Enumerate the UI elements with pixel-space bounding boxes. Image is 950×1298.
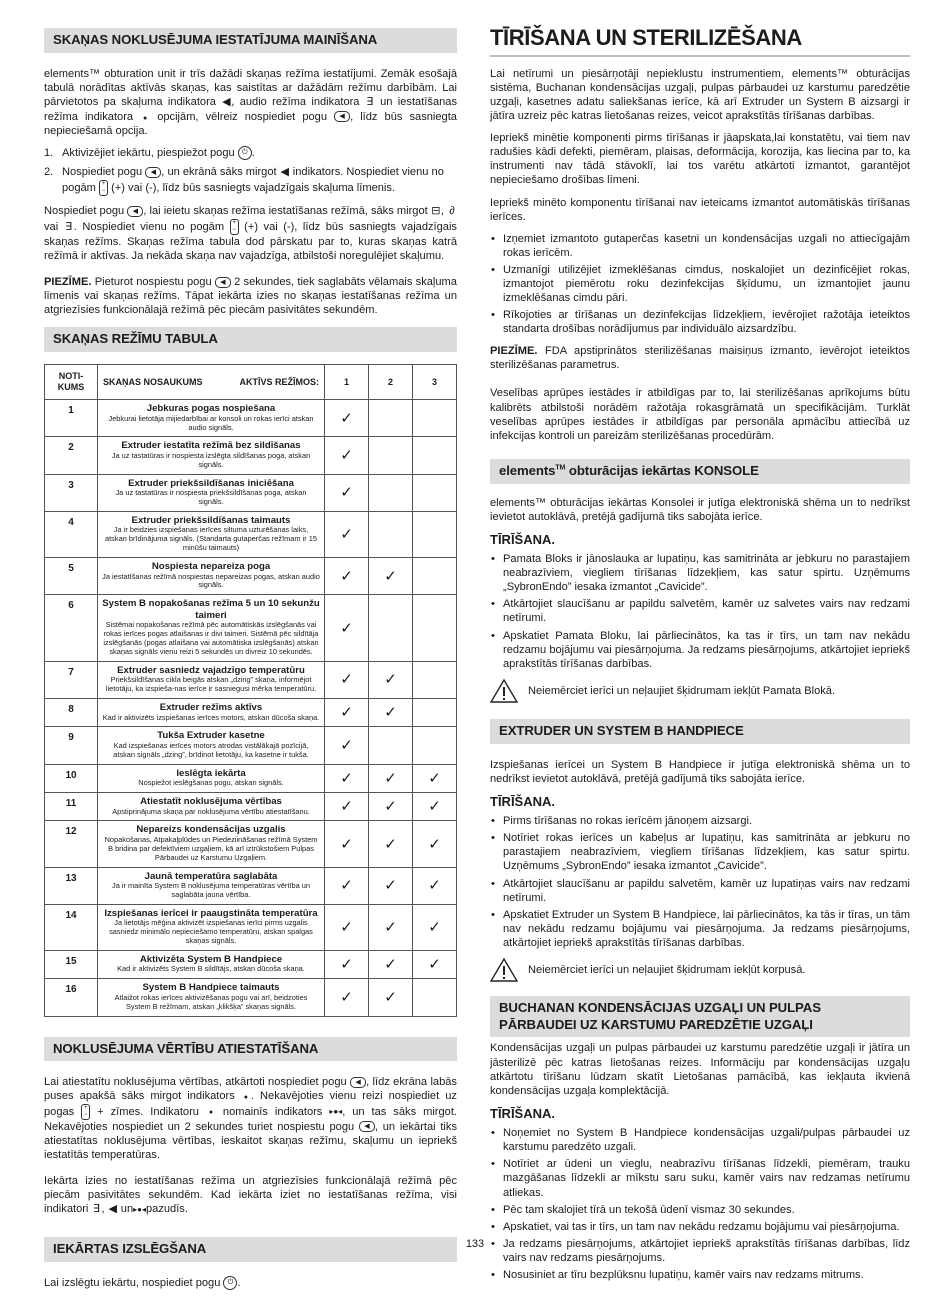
arrows-indicator-icon: ▸●◂ (329, 1107, 343, 1117)
section-title-reset: NOKLUSĒJUMA VĒRTĪBU ATIESTATĪŠANA (44, 1037, 457, 1062)
mode-1-cell (325, 661, 369, 698)
audio-mode-icon: ∃ (366, 95, 374, 108)
row-description (98, 558, 325, 595)
warning-text: Neiemērciet ierīci un neļaujiet šķidrumam iekļūt Pamata Blokā. (528, 684, 836, 697)
row-sound-name: Extruder priekšsildīšanas iniciēšana (128, 477, 294, 489)
text: nomainīs indikators (222, 1105, 323, 1118)
text: opcijām, vēlreiz nospiediet pogu (157, 110, 328, 123)
check-icon: ✓ (340, 671, 353, 689)
mode-3-cell (413, 558, 457, 595)
text: , (101, 1202, 105, 1215)
row-sound-desc: Jebkurai lietotāja mijiedarbībai ar konsoli un rokas ierīci atskan audio signāls. (108, 413, 314, 432)
row-number: 9 (45, 727, 98, 764)
text: Lai izslēgtu iekārtu, nospiediet pogu (44, 1276, 221, 1289)
row-number: 14 (45, 904, 98, 950)
list-item: • Notīriet ar ūdeni un vieglu, neabrazīvu tīrīšanas līdzekli, piemēram, trauku mazgāšanas līdzekli ar mīkstu saru suku, kamēr vairs nav redzamas netīrumu atliekas. (490, 1157, 910, 1199)
row-sound-name: Extruder iestatīta režīmā bez sildīšanas (121, 440, 301, 452)
row-sound-desc: Nopakošanas, Atpakaļplūdes un Piedeziināšanas režīmā System B bridina par defektīviem uzgaļiem, kā arī iztrūkstošiem Pulpas Pārbaudei uz Karstumu Uzgaļiem. (104, 834, 318, 862)
check-icon: ✓ (428, 956, 441, 974)
list-item: • Apskatiet Pamata Bloku, lai pārliecinātos, ka tas ir tīrs, un tam nav nekādu redzamu bojājumu vai piesārņojuma. Ja redzams piesārņojums, atkārtojiet iepriekš aprakstītās tīrīšanas darbības. (490, 629, 910, 671)
text: indikators. Nospiediet vienu no pogām (62, 166, 444, 195)
row-sound-desc: Nospiežot ieslēgšanas pogu, atskan signāls. (138, 778, 284, 788)
mode-2-cell (369, 950, 413, 978)
text: Iekārta izies no iestatīšanas režīma un atgriezīsies funkcionālajā režīmā pēc piecām pasivitātes sekundēm. Kad iekārta iziet no iestatīšanas režīma, visi indikatori (44, 1174, 457, 1215)
mode-button-icon: ◀ (334, 111, 350, 122)
text: obturācijas iekārtas KONSOLE (565, 462, 759, 478)
header-mode-2: 2 (369, 365, 413, 400)
dot-indicator-icon: ● (208, 1109, 214, 1117)
mode-2-cell (369, 793, 413, 821)
text: Nospiediet pogu (44, 205, 125, 218)
row-description (98, 764, 325, 792)
row-sound-desc: Kad ir aktivizēts izspiešanas ierīces motors, atskan dūcoša skaņa. (102, 712, 320, 722)
row-description (98, 437, 325, 474)
row-sound-name: Extruder režīms aktīvs (159, 702, 263, 714)
list-item: • Rīkojoties ar tīrīšanas un dezinfekcijas līdzekļiem, ievērojiet ražotāja ieteiktos standarta drošības norādījumus par individuālo aizsardzību. (490, 308, 910, 336)
check-icon: ✓ (340, 447, 353, 465)
dot-indicator-icon: ● (143, 114, 148, 122)
row-number: 16 (45, 979, 98, 1016)
extruder-paragraph: Izspiešanas ierīcei un System B Handpiece ir jutīga elektroniskā shēma un to nedrīkst ievietot autoklāvā, pretējā gadījumā tiks sabojāta ierīce. (490, 758, 910, 785)
header-sound-name-label: SKAŅAS NOSAUKUMS (103, 376, 203, 387)
mode-1-cell (325, 904, 369, 950)
row-sound-name: Jebkuras pogas nospiešana (146, 403, 276, 415)
mode-2-cell (369, 474, 413, 511)
mode-3-cell (413, 437, 457, 474)
text: un iestatīšanas režīma indikatora (44, 95, 457, 123)
mode-2-cell (369, 661, 413, 698)
text: . Nospiediet vienu no pogām (73, 221, 225, 233)
step-1 (44, 146, 457, 160)
buchanan-bullets (490, 1126, 910, 1282)
text: . (237, 1276, 241, 1289)
extruder-cleaning-heading: TĪRĪŠANA. (490, 793, 555, 809)
check-icon: ✓ (384, 835, 397, 853)
text: , un ekrānā sāks mirgot (161, 166, 277, 179)
text: Aktivizējiet iekārtu, piespiežot pogu (62, 147, 235, 160)
mode-2-cell (369, 764, 413, 792)
text: (+) vai (-), līdz būs sasniegts vajadzīgais skaļuma līmenis. (111, 182, 396, 195)
mode-button-icon: ◀ (350, 1077, 366, 1088)
mode-2-cell (369, 727, 413, 764)
extruder-bullets (490, 814, 910, 950)
list-item: • Pirms tīrīšanas no rokas ierīcēm jānoņem aizsargi. (490, 814, 910, 828)
row-number: 3 (45, 474, 98, 511)
row-sound-desc: Kad ir aktivizēts System B sildītājs, atskan dūcoša skaņa. (117, 964, 305, 974)
mode-1-cell (325, 558, 369, 595)
table-row (45, 437, 457, 474)
speaker-icon: ◀ (280, 166, 289, 179)
check-icon: ✓ (340, 835, 353, 853)
row-number: 13 (45, 867, 98, 904)
row-number: 1 (45, 400, 98, 437)
plus-minus-button-icon: + − (230, 219, 239, 235)
list-item: • Ja redzams piesārņojums, atkārtojiet iepriekš aprakstītās tīrīšanas darbības, līdz vairs nav redzams piesārņojums. (490, 1237, 910, 1265)
mode-2-cell (369, 511, 413, 557)
table-row (45, 764, 457, 792)
row-description (98, 821, 325, 867)
table-row (45, 867, 457, 904)
mode-1-cell (325, 437, 369, 474)
audio-mode-2-icon: ∂ (449, 205, 455, 218)
warning-icon (490, 679, 518, 703)
right-column (490, 24, 910, 1290)
row-description (98, 979, 325, 1016)
buchanan-cleaning-heading: TĪRĪŠANA. (490, 1105, 555, 1121)
check-icon: ✓ (384, 567, 397, 585)
sound-modes-table (44, 364, 457, 1016)
mode-2-cell (369, 821, 413, 867)
healthcare-paragraph: Veselības aprūpes iestādes ir atbildīgas par to, lai sterilizēšanas aprīkojums būtu kalibrēts atbilstoši norādēm ražotāja rokasgrāmatā un specifikācijām. Turklāt veselības aprūpes iestādes ir atbildīgas par personāla apmācību attiecībā uz infekcijas kontroli un pareizām sterilizēšanas procedūrām. (490, 387, 910, 442)
mode-3-cell (413, 821, 457, 867)
row-number: 8 (45, 699, 98, 727)
mode-2-cell (369, 400, 413, 437)
text: , lai ieietu skaņas režīma iestatīšanas režīmā, sāks mirgot (143, 205, 428, 218)
list-item: • Uzmanīgi utilizējiet izmeklēšanas cimdus, noskalojiet un dezinficējiet rokas, izmantojot piemērotu roku dezinfekcijas šķīdumu, un izmantojiet jaunu izmeklēšanas cimdu pāri. (490, 263, 910, 305)
row-sound-desc: Ja ir mainīta System B noklusējuma temperatūras vērtība un saglabāta jauna vērtība. (112, 881, 310, 899)
check-icon: ✓ (340, 918, 353, 936)
cleaning-auto-note: Iepriekš minēto komponentu tīrīšanai nav ieteicams izmantot automātiskās tīrīšanas ierīces. (490, 196, 910, 223)
text: Pieturot nospiestu pogu (94, 276, 212, 289)
row-sound-name: System B Handpiece taimauts (142, 982, 280, 994)
table-row (45, 793, 457, 821)
note-label: PIEZĪME. (44, 276, 92, 289)
row-description (98, 867, 325, 904)
text: vai (44, 221, 59, 233)
mode-2-cell (369, 437, 413, 474)
text: , līdz ekrāna labās puses apakšā sāks mirgot indikators (44, 1076, 457, 1103)
mode-3-cell (413, 400, 457, 437)
row-sound-desc: Ja uz tastatūras ir nospiesta izslēgta sildīšanas poga, atskan signāls. (111, 450, 311, 469)
header-mode-3: 3 (413, 365, 457, 400)
check-icon: ✓ (340, 704, 353, 722)
row-number: 10 (45, 764, 98, 792)
cleaning-inspection: Iepriekš minētie komponenti pirms tīrīšanas ir jāapskata,lai konstatētu, vai tiem nav radušies kādi defekti, piemēram, plaisas, deformācija, korozija, kas liecina par to, ka instrumenti nav tādā stāvoklī, lai tos varētu atkārtoti izmantot, garantējot nepieciešamo drošības līmeni. (490, 132, 910, 187)
check-icon: ✓ (384, 798, 397, 816)
text: , un iekārtai tiks atiestatītas noklusējuma vērtības, ieskaitot skaņas režīmu, skaļumu un iepriekš iestatītās temperatūras. (44, 1120, 457, 1161)
row-sound-desc: Ja uz tastatūras ir nospiesta priekšsildīšanas poga, atskan signāls. (115, 488, 307, 507)
mode-2-cell (369, 979, 413, 1016)
mode-3-cell (413, 661, 457, 698)
mode-1-cell (325, 979, 369, 1016)
note-label: PIEZĪME. (490, 345, 538, 358)
row-sound-name: Tukša Extruder kasetne (157, 730, 265, 742)
mode-3-cell (413, 950, 457, 978)
list-item: • Atkārtojiet slaucīšanu ar papildu salvetēm, kamēr uz salvetes vairs nav redzami netīrumi. (490, 597, 910, 625)
left-column (44, 24, 457, 1298)
row-sound-name: Nepareizs kondensācijas uzgalis (136, 824, 286, 836)
speaker-icon: ◀ (108, 1202, 117, 1215)
section-title-power-off: IEKĀRTAS IZSLĒGŠANA (44, 1237, 457, 1262)
console-bullets (490, 552, 910, 671)
row-description (98, 661, 325, 698)
check-icon: ✓ (340, 769, 353, 787)
mode-1-cell (325, 511, 369, 557)
table-row (45, 979, 457, 1016)
header-active-label: AKTĪVS REŽĪMOS: (239, 376, 319, 387)
text: elements (499, 462, 556, 478)
mode-1-cell (325, 727, 369, 764)
header-notikums: NOTI- KUMS (45, 365, 98, 400)
check-icon: ✓ (428, 877, 441, 895)
mode-3-cell (413, 979, 457, 1016)
mode-1-cell (325, 867, 369, 904)
check-icon: ✓ (340, 526, 353, 543)
table-body (45, 400, 457, 1016)
cleaning-intro: Lai netīrumi un piesārņotāji nepieklustu instrumentiem, elements™ obturācijas sistēma, Buchanan kondensācijas uzgaļi, pulpas pārbaudei uz karstumu paredzētie uzgaļi, kasetnes adatu saliekšanas ierīce, kā arī Extruder un System B aizsargi ir jātīra uzreiz pēc katras lietošanas reizes, veicot aprakstītās tīrīšanas darbības. (490, 67, 910, 123)
table-row (45, 511, 457, 557)
row-sound-desc: Priekšsildīšanas cikla beigās atskan „dzing” skaņa, informējot lietotāju, ka izspieša-nas ierīce ir sasniegusi mērķa temperatūru. (105, 675, 317, 694)
mode-button-icon: ◀ (127, 206, 143, 217)
row-description (98, 595, 325, 662)
mode-1-cell (325, 699, 369, 727)
row-description (98, 793, 325, 821)
reset-paragraph-1 (44, 1075, 457, 1161)
text: un (120, 1202, 134, 1215)
speaker-icon: ◀ (222, 95, 231, 108)
text: FDA apstiprinātos sterilizēšanas maisiņus izmanto, ievērojot ieteiktos sterilizēšanas parametrus. (490, 345, 910, 372)
mode-1-cell (325, 950, 369, 978)
text: , audio režīma indikatora (231, 95, 360, 108)
row-description (98, 511, 325, 557)
sterilization-note (490, 344, 910, 372)
mode-3-cell (413, 699, 457, 727)
list-item: • Pēc tam skalojiet tīrā un tekošā ūdenī vismaz 30 sekundes. (490, 1203, 910, 1217)
reset-paragraph-2 (44, 1174, 457, 1217)
check-icon: ✓ (428, 769, 441, 787)
mode-button-icon: ◀ (215, 277, 231, 288)
note-paragraph (44, 275, 457, 317)
plus-minus-button-icon: + − (81, 1104, 90, 1120)
sound-settings-intro (44, 67, 457, 138)
check-icon: ✓ (384, 877, 397, 895)
arrows-indicator-icon: ▸●◂ (133, 1204, 146, 1214)
row-sound-name: Atiestatīt noklusējuma vērtības (140, 796, 282, 808)
table-row (45, 821, 457, 867)
text: (+) vai (-), līdz būs sasniegts vajadzīgais skaņas režīms. Skaņas režīma tabula dod pārskatu par to, kuras skaņas katrā režīmā ir aktīvas. Ja nekāda skaņa nav vajadzīga, atbilstoši noregulējiet skaļumu. (44, 221, 457, 263)
mode-3-cell (413, 867, 457, 904)
mode-3-cell (413, 474, 457, 511)
cleaning-title: TĪRĪŠANA UN STERILIZĒŠANA (490, 24, 910, 57)
audio-mode-3-icon: ∃ (65, 221, 73, 233)
mode-1-cell (325, 793, 369, 821)
power-button-icon: ⏻ (223, 1276, 237, 1290)
row-number: 12 (45, 821, 98, 867)
step-number: 2. (44, 166, 54, 179)
check-icon: ✓ (340, 409, 353, 427)
page-number: 133 (465, 1238, 485, 1250)
text: Nospiediet pogu (62, 166, 143, 179)
text: . (251, 147, 255, 160)
text: elements™ obturation unit ir trīs dažādi skaņas režīma iestatījumi. Zemāk esošajā tabulā norādītas aktīvās skaņas, kas saistītas ar dažādām režīmu darbībām. Lai pārvietotos pa skaļuma indikatora (44, 67, 457, 108)
table-row (45, 950, 457, 978)
list-item: • Izņemiet izmantoto gutaperčas kasetni un kondensācijas uzgali no attiecīgajām rokas ierīcēm. (490, 232, 910, 260)
mode-2-cell (369, 558, 413, 595)
audio-mode-1-icon: ⊟ (431, 205, 441, 218)
check-icon: ✓ (384, 769, 397, 787)
table-header-row (45, 365, 457, 400)
mode-3-cell (413, 764, 457, 792)
text: Lai atiestatītu noklusējuma vērtības, atkārtoti nospiediet pogu (44, 1076, 347, 1089)
row-number: 5 (45, 558, 98, 595)
row-number: 15 (45, 950, 98, 978)
row-description (98, 400, 325, 437)
steps-list (44, 146, 457, 196)
mode-2-cell (369, 904, 413, 950)
row-sound-name: System B nopakošanas režīma 5 un 10 sekunžu taimeri (102, 598, 320, 621)
list-item: • Notīriet rokas ierīces un kabeļus ar lupatiņu, kas samitrināta ar jebkuru no parastajiem neabrazīviem, viegliem tīrīšanas līdzekļiem, kas satur spirtu. Uzņēmums „SybronEndo” iesaka izmantot „Cavicide”. (490, 831, 910, 873)
row-sound-desc: Apstiprinājuma skaņa par noklusējuma vērtību atiestatīšanu. (112, 806, 310, 816)
row-sound-desc: Ja lietotājs mēģina aktivizēt izspiešanas ierīci pirms uzgalis sasniedz minimālo nepieciešamo temperatūru, atskan spalgas skaņas signāls. (109, 918, 313, 946)
warning-icon (490, 958, 518, 982)
mode-1-cell (325, 474, 369, 511)
mode-1-cell (325, 595, 369, 662)
check-icon: ✓ (428, 918, 441, 936)
audio-mode-icon: ∃ (93, 1202, 100, 1215)
text: , un tas sāks mirgot. Nekavējoties nospiediet un 2 sekundes turiet nospiestu pogu (44, 1105, 457, 1133)
mode-button-icon: ◀ (145, 167, 161, 178)
mode-1-cell (325, 764, 369, 792)
mode-button-icon: ◀ (359, 1121, 375, 1132)
check-icon: ✓ (340, 484, 353, 502)
trademark: TM (555, 464, 566, 472)
row-sound-desc: Kad izspiešanas ierīces motors atrodas vistālākajā pozīcijā, atskan signāls „dzing”, brīdinot lietotāju, ka kasetne ir tukša. (113, 740, 309, 759)
console-cleaning-heading: TĪRĪŠANA. (490, 531, 555, 547)
row-description (98, 699, 325, 727)
dot-indicator-icon: ● (243, 1094, 248, 1102)
step-2 (44, 165, 457, 196)
mode-1-cell (325, 821, 369, 867)
row-sound-name: Extruder priekšsildīšanas taimauts (131, 514, 291, 526)
list-item: • Pamata Bloks ir jānoslauka ar lupatiņu, kas samitrināta ar jebkuru no parastajiem neabrazīviem, viegliem tīrīšanas līdzekļiem, kas satur spirtu. Uzņēmums „SybronEndo” iesaka izmantot „Cavicide”. (490, 552, 910, 594)
text: pazudīs. (146, 1202, 188, 1215)
table-row (45, 595, 457, 662)
row-description (98, 727, 325, 764)
section-title-console (490, 459, 910, 484)
check-icon: ✓ (340, 798, 353, 816)
check-icon: ✓ (384, 704, 397, 722)
row-description (98, 904, 325, 950)
extruder-warning (490, 958, 910, 982)
text: + zīmes. Indikatoru (97, 1105, 199, 1118)
check-icon: ✓ (384, 956, 397, 974)
row-description (98, 950, 325, 978)
step-number: 1. (44, 147, 54, 160)
console-paragraph: elements™ obturācijas iekārtas Konsolei ir jutīga elektroniskā shēma un to nedrīkst ievietot autoklāvā, pretējā gadījumā tiks sabojāta ierīce. (490, 496, 910, 523)
list-item: • Atkārtojiet slaucīšanu ar papildu salvetēm, kamēr uz lupatiņas vairs nav redzami netīrumi. (490, 877, 910, 905)
table-row (45, 558, 457, 595)
row-description (98, 474, 325, 511)
mode-3-cell (413, 793, 457, 821)
check-icon: ✓ (340, 877, 353, 895)
section-title-sound-table: SKAŅAS REŽĪMU TABULA (44, 327, 457, 352)
check-icon: ✓ (384, 988, 397, 1006)
power-off-paragraph (44, 1276, 457, 1290)
mode-1-cell (325, 400, 369, 437)
text: . Nekavējoties vienu reizi nospiediet uz pogas (44, 1090, 457, 1118)
row-number: 7 (45, 661, 98, 698)
row-number: 11 (45, 793, 98, 821)
console-warning (490, 679, 910, 703)
row-sound-name: Jaunā temperatūra saglabāta (144, 870, 278, 882)
check-icon: ✓ (428, 798, 441, 816)
cleaning-bullets (490, 232, 910, 337)
section-title-sound-settings: SKAŅAS NOKLUSĒJUMA IESTATĪJUMA MAINĪŠANA (44, 28, 457, 53)
mode-2-cell (369, 699, 413, 727)
mode-2-cell (369, 867, 413, 904)
text: , līdz būs sasniegta nepieciešamā opcija. (44, 110, 457, 137)
table-row (45, 474, 457, 511)
row-sound-name: Aktivizēta System B Handpiece (139, 953, 283, 965)
mode-2-cell (369, 595, 413, 662)
row-sound-desc: Ja iestatīšanas režīmā nospiestas nepareizas pogas, atskan audio signāls. (102, 571, 320, 590)
text: 2 sekundes, tiek saglabāts vēlamais skaļuma līmenis vai skaņas režīms. Tāpat iekārta izies no skaņas iestatīšanas režīma un atgriezīsies funkcionālajā režīmā pēc piecām pasivitātes sekundēm. (44, 276, 457, 317)
row-number: 2 (45, 437, 98, 474)
check-icon: ✓ (340, 956, 353, 974)
table-row (45, 699, 457, 727)
list-item: • Apskatiet, vai tas ir tīrs, un tam nav nekādu redzamu bojājumu vai piesārņojuma. (490, 1220, 910, 1234)
table-row (45, 904, 457, 950)
table-row (45, 400, 457, 437)
row-number: 6 (45, 595, 98, 662)
table-row (45, 661, 457, 698)
list-item: • Nosusiniet ar tīru bezplūksnu lupatiņu, kamēr vairs nav redzams mitrums. (490, 1268, 910, 1282)
row-sound-name: Extruder sasniedz vajadzīgo temperatūru (117, 664, 305, 676)
check-icon: ✓ (340, 988, 353, 1006)
plus-minus-button-icon: + − (99, 180, 108, 196)
check-icon: ✓ (340, 619, 353, 637)
mode-3-cell (413, 511, 457, 557)
check-icon: ✓ (340, 567, 353, 585)
buchanan-paragraph: Kondensācijas uzgaļi un pulpas pārbaudei uz karstumu paredzētie uzgaļi ir jātīra un jāsterilizē pēc katras lietošanas reizes. Informāciju par kondensācijas uzgaļu atkārtotu tīrīšanu lūdzam skatīt Lietošanas pamācībā, kas iekļauta ikvienā kondensācijas uzgaļa komplektācijā. (490, 1042, 910, 1097)
row-sound-name: Izspiešanas ierīcei ir paaugstināta temperatūra (104, 907, 318, 919)
section-title-buchanan: BUCHANAN KONDENSĀCIJAS UZGAĻI UN PULPAS PĀRBAUDEI UZ KARSTUMU PAREDZĒTIE UZGAĻI (490, 996, 910, 1038)
section-title-extruder: EXTRUDER UN SYSTEM B HANDPIECE (490, 719, 910, 744)
row-sound-desc: Atlaižot rokas ierīces aktivizēšanas pogu vai arī, beidzoties System B režīmam, atskan „klikšķa” skaņas signāls. (114, 992, 308, 1011)
list-item: • Noņemiet no System B Handpiece kondensācijas uzgali/pulpas pārbaudei uz karstumu paredzēto uzgali. (490, 1126, 910, 1154)
list-item: • Apskatiet Extruder un System B Handpiece, lai pārliecinātos, ka tās ir tīras, un tām nav nekādu redzamu bojājumu vai piesārņojuma. Ja redzams piesārņojums, atkārtojiet iepriekš aprakstītās tīrīšanas darbības. (490, 908, 910, 950)
check-icon: ✓ (384, 918, 397, 936)
row-sound-name: Ieslēgta iekārta (176, 767, 246, 779)
header-sound-name (98, 365, 325, 400)
mode-3-cell (413, 727, 457, 764)
sound-mode-paragraph: Nospiediet pogu ◀ , lai ieietu skaņas režīma iestatīšanas režīmā, sāks mirgot ⊟, ∂ vai ∃ . Nospiediet vienu no pogām + − (+) vai (-), līdz būs sasniegts vajadzīgais skaņas režīms. Skaņas režīma tabula dod pārskatu par to, kuras skaņas katrā režīmā ir aktīvas. Ja nekāda skaņa nav vajadzīga, atbilstoši noregulējiet skaļumu. (44, 205, 457, 263)
header-mode-1: 1 (325, 365, 369, 400)
row-number: 4 (45, 511, 98, 557)
mode-3-cell (413, 595, 457, 662)
warning-text: Neiemērciet ierīci un neļaujiet šķidrumam iekļūt korpusā. (528, 963, 806, 976)
table-row (45, 727, 457, 764)
row-sound-name: Nospiesta nepareiza poga (151, 561, 271, 573)
row-sound-desc: Ja ir beidzies izspiešanas ierīces siltuma uzturēšanas laiks, atskan brīdinājuma signāls. (Standarta gutaperčas režīmam ir 15 minūšu taimauts) (105, 525, 317, 553)
check-icon: ✓ (428, 835, 441, 853)
row-sound-desc: Sistēmai nopakošanas režīmā pēc automātiskās izslēgšanās vai rokas ierīces pogas atlaišanas ir divi taimeri. Sistēmā pēc sildītāja izslēgšanās (pogas atlaišana vai automātiska izslēgšanās) atskan skaņas signāls vienu reizi 5 sekundēs un divreiz 10 sekundēs. (103, 620, 319, 656)
check-icon: ✓ (340, 737, 353, 755)
check-icon: ✓ (384, 671, 397, 689)
mode-3-cell (413, 904, 457, 950)
power-button-icon: ⏻ (238, 146, 252, 160)
